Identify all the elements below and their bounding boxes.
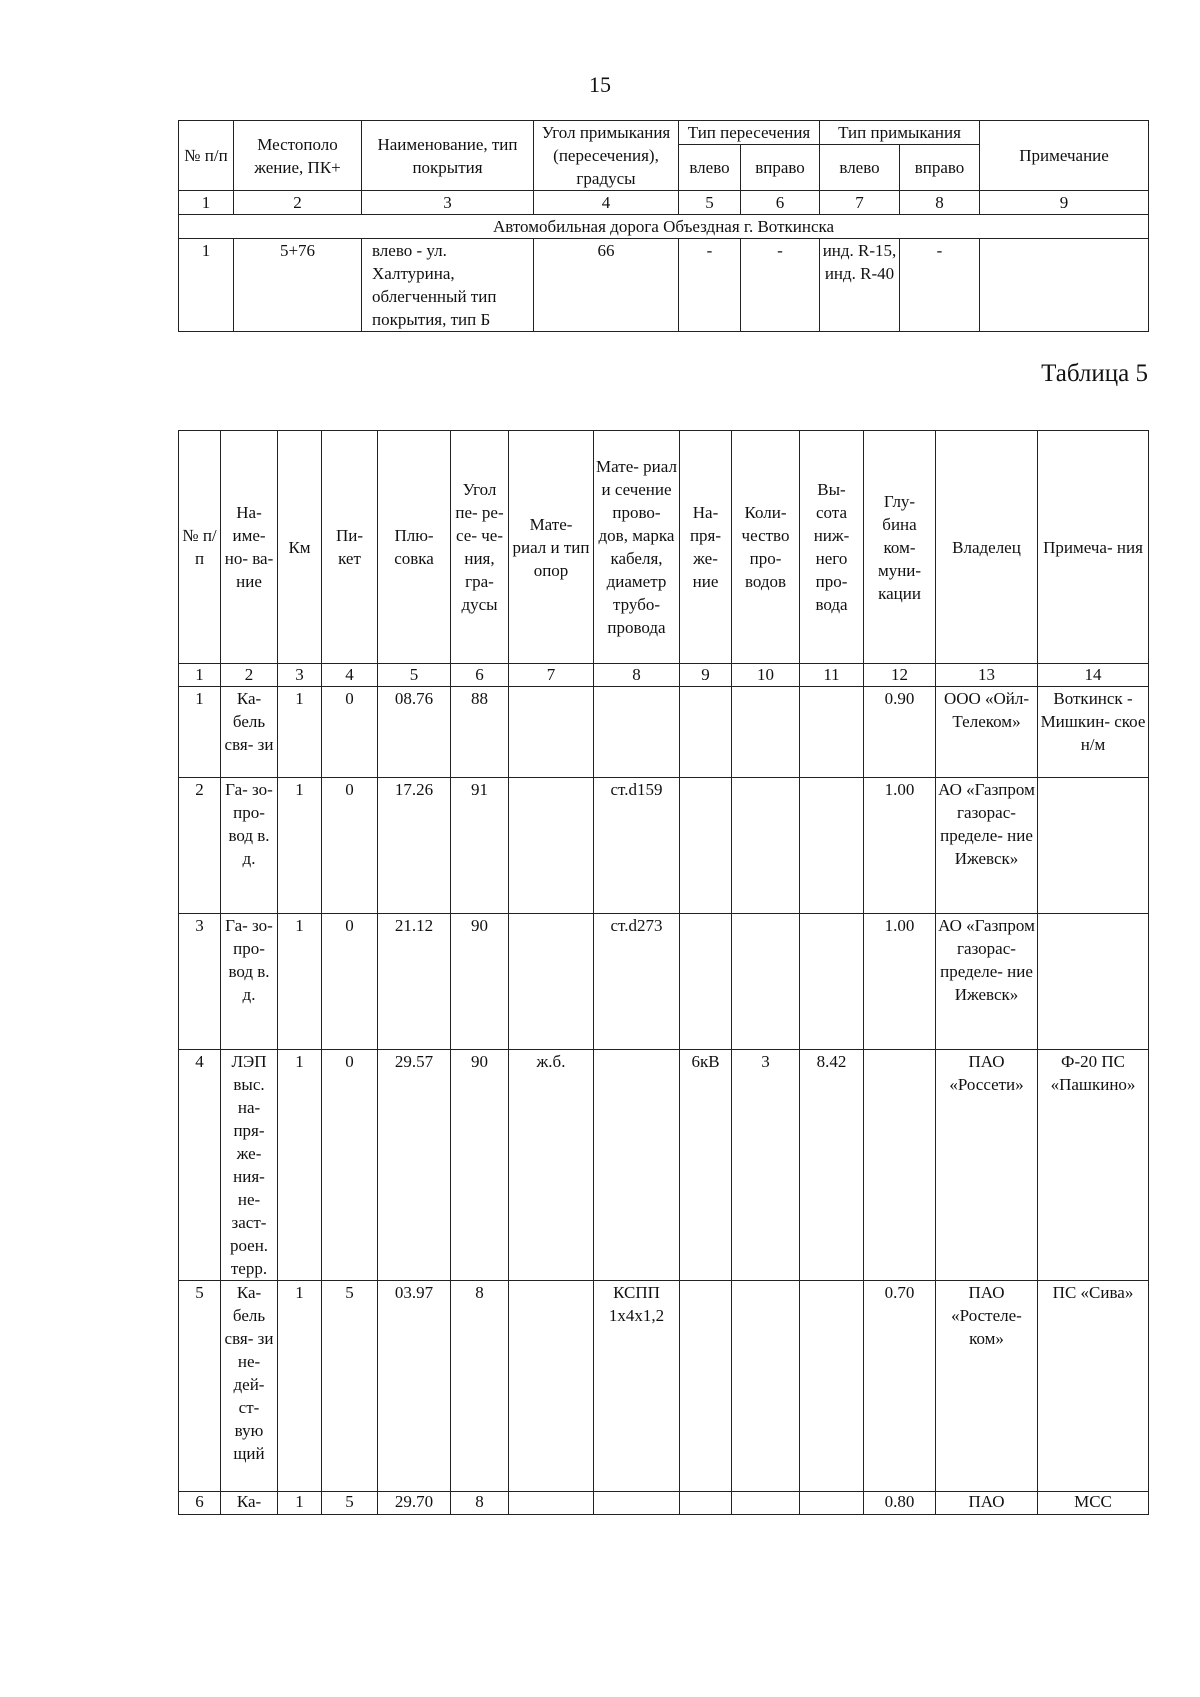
table-cell <box>732 1281 800 1492</box>
column-number: 7 <box>820 191 900 215</box>
cell-name: влево - ул. Халтурина, облегченный тип покрытия, тип Б <box>362 239 534 332</box>
column-number: 9 <box>980 191 1149 215</box>
column-number: 8 <box>900 191 980 215</box>
column-header: Плю- совка <box>378 431 451 664</box>
column-header: Примеча- ния <box>1038 431 1149 664</box>
table-cell <box>800 914 864 1050</box>
table-cell: 08.76 <box>378 687 451 778</box>
table-cell <box>864 1050 936 1281</box>
column-number: 11 <box>800 664 864 687</box>
table-cell <box>1038 914 1149 1050</box>
column-number-row <box>179 664 1149 687</box>
column-number: 3 <box>362 191 534 215</box>
table-cell: 1 <box>278 687 322 778</box>
column-number-row <box>179 191 1149 215</box>
cell-note <box>980 239 1149 332</box>
column-number: 6 <box>451 664 509 687</box>
utilities-crossing-table <box>178 430 1149 1515</box>
table-cell: 88 <box>451 687 509 778</box>
table-cell: 8 <box>451 1492 509 1515</box>
table-cell: ЛЭП выс. на- пря- же- ния- не- заст- роен. терр. <box>221 1050 278 1281</box>
table-cell: ПАО <box>936 1492 1038 1515</box>
road-intersection-table <box>178 120 1149 332</box>
table-cell <box>800 1281 864 1492</box>
table-cell <box>732 687 800 778</box>
table-cell: 0 <box>322 778 378 914</box>
table-row <box>179 239 1149 332</box>
column-number: 6 <box>741 191 820 215</box>
column-number: 4 <box>534 191 679 215</box>
column-number: 5 <box>679 191 741 215</box>
table-cell: 3 <box>179 914 221 1050</box>
column-number: 10 <box>732 664 800 687</box>
table-cell: 1 <box>278 914 322 1050</box>
column-header: Мате- риал и сечение прово- дов, марка кабеля, диаметр трубо- провода <box>594 431 680 664</box>
table-cell: 0.70 <box>864 1281 936 1492</box>
column-header: Вы- сота ниж- него про- вода <box>800 431 864 664</box>
table-cell: 0.90 <box>864 687 936 778</box>
table-cell: КСПП 1х4х1,2 <box>594 1281 680 1492</box>
header-cross-right: вправо <box>741 145 820 191</box>
table-cell: 6 <box>179 1492 221 1515</box>
column-number: 2 <box>234 191 362 215</box>
section-title: Автомобильная дорога Объездная г. Воткинска <box>179 215 1149 239</box>
table-cell <box>509 1281 594 1492</box>
cell-angle: 66 <box>534 239 679 332</box>
table-cell <box>680 914 732 1050</box>
table-cell: ПС «Сива» <box>1038 1281 1149 1492</box>
header-row <box>179 431 1149 664</box>
table-cell: 3 <box>732 1050 800 1281</box>
page-number: 15 <box>589 72 611 97</box>
column-number: 14 <box>1038 664 1149 687</box>
column-number: 8 <box>594 664 680 687</box>
table-cell <box>680 687 732 778</box>
table-cell: 8 <box>451 1281 509 1492</box>
header-num: № п/п <box>179 121 234 191</box>
table-cell: АО «Газпром газорас- пределе- ние Ижевск» <box>936 778 1038 914</box>
header-adj-left: влево <box>820 145 900 191</box>
table-cell <box>509 1492 594 1515</box>
table-cell <box>1038 778 1149 914</box>
table-cell <box>509 687 594 778</box>
table-cell <box>800 687 864 778</box>
column-header: № п/п <box>179 431 221 664</box>
table-cell: 4 <box>179 1050 221 1281</box>
header-note: Примечание <box>980 121 1149 191</box>
table-cell <box>800 778 864 914</box>
table-cell: АО «Газпром газорас- пределе- ние Ижевск» <box>936 914 1038 1050</box>
table-cell: ПАО «Ростеле- ком» <box>936 1281 1038 1492</box>
table-cell: 90 <box>451 1050 509 1281</box>
table-cell: 2 <box>179 778 221 914</box>
column-number: 1 <box>179 191 234 215</box>
header-name: Наименование, тип покрытия <box>362 121 534 191</box>
column-number: 5 <box>378 664 451 687</box>
table-cell <box>732 778 800 914</box>
table-cell: 5 <box>322 1492 378 1515</box>
cell-cross-right: - <box>741 239 820 332</box>
table-row <box>179 1492 1149 1515</box>
table-cell: 1 <box>179 687 221 778</box>
table-cell <box>732 914 800 1050</box>
table-cell: ст.d159 <box>594 778 680 914</box>
column-number: 4 <box>322 664 378 687</box>
column-header: Владелец <box>936 431 1038 664</box>
cell-cross-left: - <box>679 239 741 332</box>
cell-adj-right: - <box>900 239 980 332</box>
table-cell: 1 <box>278 1050 322 1281</box>
table-cell: 21.12 <box>378 914 451 1050</box>
table-cell: 0.80 <box>864 1492 936 1515</box>
table-cell: 0 <box>322 1050 378 1281</box>
header-cross-type: Тип пересечения <box>679 121 820 145</box>
table-cell: Ф-20 ПС «Пашкино» <box>1038 1050 1149 1281</box>
column-number: 2 <box>221 664 278 687</box>
column-header: На- име- но- ва- ние <box>221 431 278 664</box>
table-cell: Га- зо- про- вод в. д. <box>221 778 278 914</box>
table-row <box>179 1281 1149 1492</box>
table-cell: Га- зо- про- вод в. д. <box>221 914 278 1050</box>
column-header: Коли- чество про- водов <box>732 431 800 664</box>
column-header: Глу- бина ком- муни- кации <box>864 431 936 664</box>
table-cell <box>594 687 680 778</box>
header-cross-left: влево <box>679 145 741 191</box>
column-number: 13 <box>936 664 1038 687</box>
table-cell: Ка- бель свя- зи не- дей- ст- вую щий <box>221 1281 278 1492</box>
table-cell <box>680 778 732 914</box>
column-number: 12 <box>864 664 936 687</box>
table-cell: 1.00 <box>864 914 936 1050</box>
column-header: Мате- риал и тип опор <box>509 431 594 664</box>
table-cell: 1.00 <box>864 778 936 914</box>
table-cell: МСС <box>1038 1492 1149 1515</box>
column-header: Угол пе- ре- се- че- ния, гра- дусы <box>451 431 509 664</box>
table-cell <box>509 914 594 1050</box>
table-row <box>179 1050 1149 1281</box>
table-cell: 1 <box>278 1281 322 1492</box>
header-angle: Угол примыкания (пересечения), градусы <box>534 121 679 191</box>
table-cell: Воткинск - Мишкин- ское н/м <box>1038 687 1149 778</box>
table-cell <box>680 1492 732 1515</box>
column-number: 3 <box>278 664 322 687</box>
table-row <box>179 914 1149 1050</box>
table-cell <box>800 1492 864 1515</box>
table-cell <box>594 1492 680 1515</box>
column-header: Км <box>278 431 322 664</box>
header-adj-type: Тип примыкания <box>820 121 980 145</box>
cell-adj-left: инд. R-15, инд. R-40 <box>820 239 900 332</box>
table-cell: 1 <box>278 778 322 914</box>
table-cell: 90 <box>451 914 509 1050</box>
column-header: На- пря- же- ние <box>680 431 732 664</box>
table-cell: 5 <box>322 1281 378 1492</box>
table-cell <box>732 1492 800 1515</box>
column-number: 1 <box>179 664 221 687</box>
column-number: 9 <box>680 664 732 687</box>
header-adj-right: вправо <box>900 145 980 191</box>
table-cell: 29.70 <box>378 1492 451 1515</box>
table-cell: 8.42 <box>800 1050 864 1281</box>
table-cell: 17.26 <box>378 778 451 914</box>
column-number: 7 <box>509 664 594 687</box>
table-cell: 91 <box>451 778 509 914</box>
table-cell: ст.d273 <box>594 914 680 1050</box>
table-cell <box>594 1050 680 1281</box>
table-cell: ПАО «Россети» <box>936 1050 1038 1281</box>
table-cell: ООО «Ойл- Телеком» <box>936 687 1038 778</box>
table-cell: 5 <box>179 1281 221 1492</box>
table-cell: 03.97 <box>378 1281 451 1492</box>
table-cell: 0 <box>322 687 378 778</box>
table-cell <box>680 1281 732 1492</box>
table-cell: 29.57 <box>378 1050 451 1281</box>
table-cell: 6кВ <box>680 1050 732 1281</box>
table-caption: Таблица 5 <box>1041 360 1148 387</box>
table-cell <box>509 778 594 914</box>
table-cell: ж.б. <box>509 1050 594 1281</box>
cell-location: 5+76 <box>234 239 362 332</box>
column-header: Пи- кет <box>322 431 378 664</box>
table-cell: Ка- бель свя- зи <box>221 687 278 778</box>
table-cell: 0 <box>322 914 378 1050</box>
table-row <box>179 687 1149 778</box>
table-cell: Ка- <box>221 1492 278 1515</box>
table-cell: 1 <box>278 1492 322 1515</box>
cell-num: 1 <box>179 239 234 332</box>
header-location: Местополо жение, ПК+ <box>234 121 362 191</box>
table-row <box>179 778 1149 914</box>
